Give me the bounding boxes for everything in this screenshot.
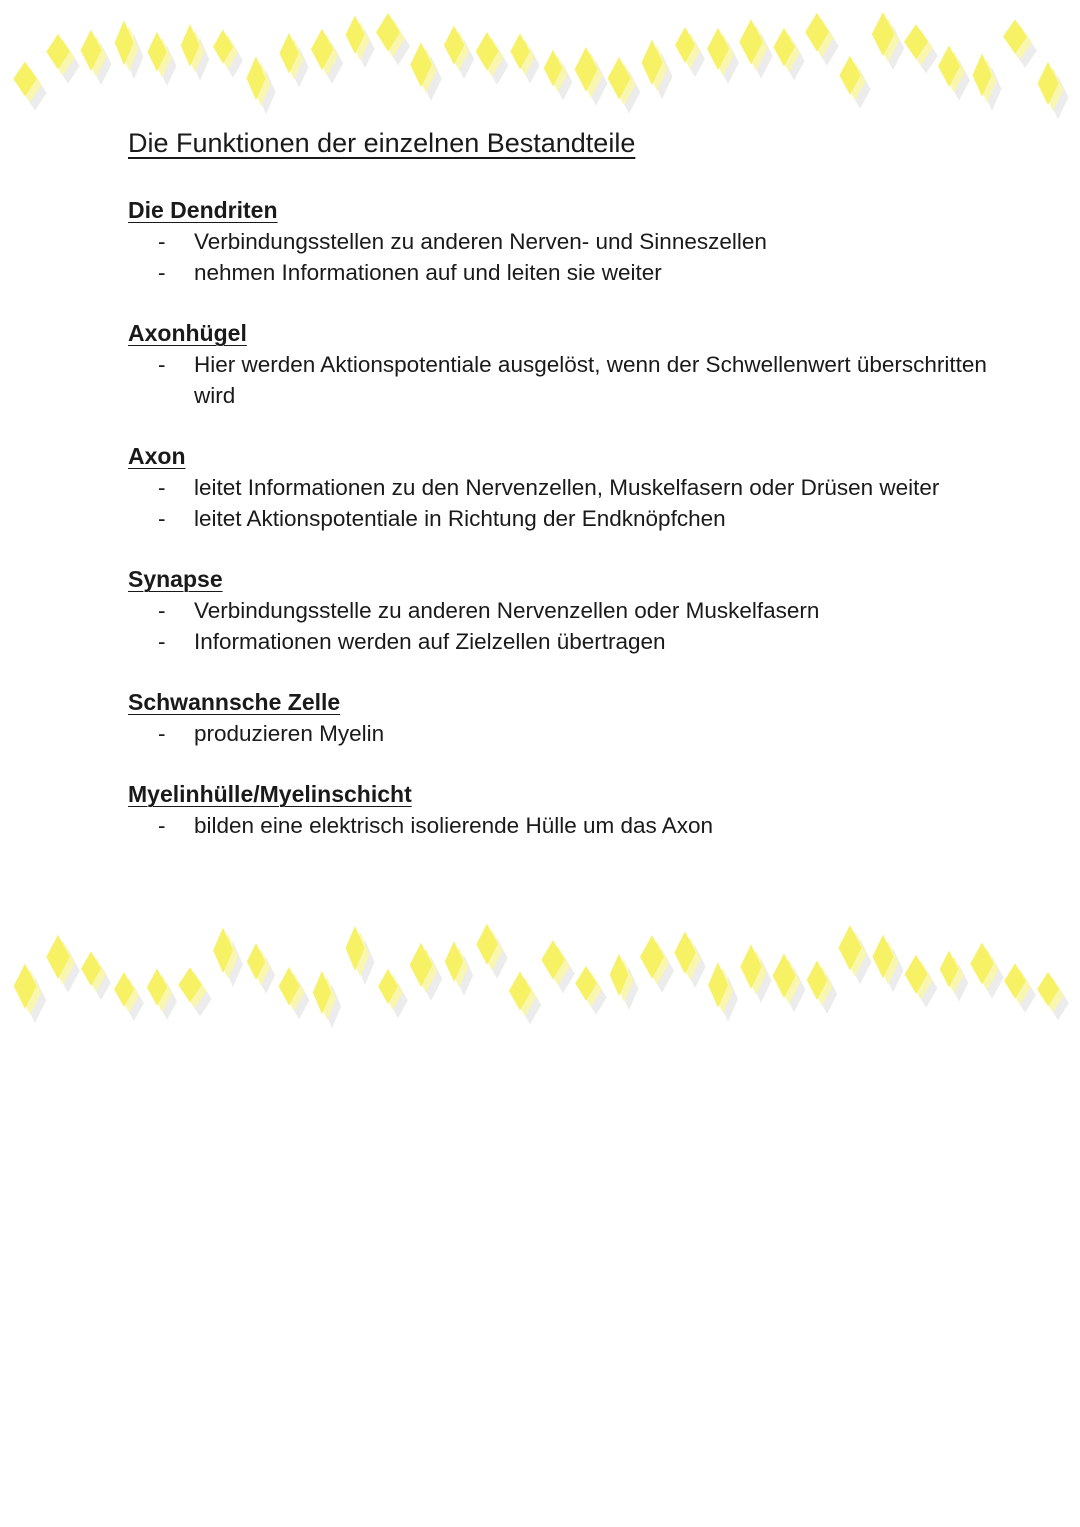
- sections-list: [128, 195, 1008, 871]
- section-heading: Axon: [128, 443, 186, 469]
- page-title: Die Funktionen der einzelnen Bestandteile: [128, 128, 636, 158]
- bullet-item: - leitet Aktionspotentiale in Richtung der Endknöpfchen: [128, 503, 1008, 534]
- bullet-item: - nehmen Informationen auf und leiten sie weiter: [128, 257, 1008, 288]
- section-heading: Axonhügel: [128, 320, 247, 346]
- section-heading: Synapse: [128, 566, 223, 592]
- bullet-list: [128, 595, 1008, 657]
- section: [128, 318, 1008, 411]
- bullet-list: [128, 472, 1008, 534]
- bullet-item: - Hier werden Aktionspotentiale ausgelöst, wenn der Schwellenwert überschritten wird: [128, 349, 1008, 411]
- bullet-item: - leitet Informationen zu den Nervenzellen, Muskelfasern oder Drüsen weiter: [128, 472, 1008, 503]
- bullet-list: [128, 349, 1008, 411]
- section-heading: Schwannsche Zelle: [128, 689, 341, 715]
- decorative-border-top: [0, 10, 1080, 130]
- bullet-item: - Verbindungsstellen zu anderen Nerven- und Sinneszellen: [128, 226, 1008, 257]
- section: [128, 195, 1008, 288]
- section-heading: Myelinhülle/Myelinschicht: [128, 781, 412, 807]
- section: [128, 564, 1008, 657]
- section: [128, 441, 1008, 534]
- section: [128, 779, 1008, 841]
- section-heading: Die Dendriten: [128, 197, 278, 223]
- section: [128, 687, 1008, 749]
- bullet-list: [128, 226, 1008, 288]
- bullet-item: - Informationen werden auf Zielzellen übertragen: [128, 626, 1008, 657]
- bullet-item: - produzieren Myelin: [128, 718, 1008, 749]
- bullet-item: - Verbindungsstelle zu anderen Nervenzellen oder Muskelfasern: [128, 595, 1008, 626]
- decorative-border-bottom: [0, 920, 1080, 1040]
- bullet-list: [128, 810, 1008, 841]
- bullet-list: [128, 718, 1008, 749]
- bullet-item: - bilden eine elektrisch isolierende Hülle um das Axon: [128, 810, 1008, 841]
